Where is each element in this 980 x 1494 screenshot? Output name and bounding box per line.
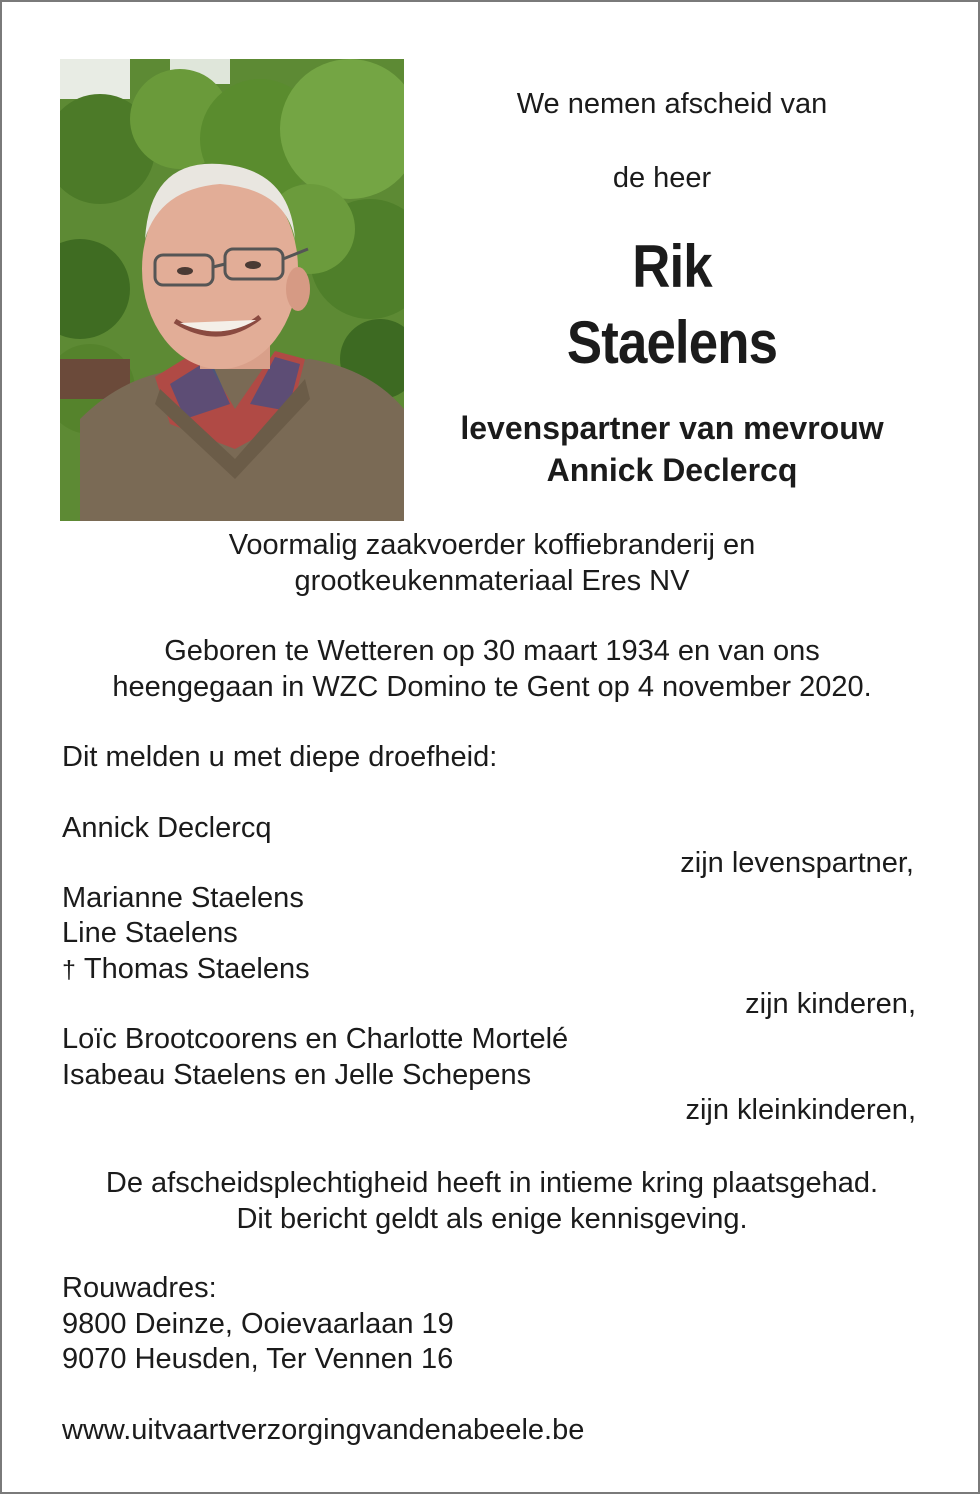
- birth-line-1: Geboren te Wetteren op 30 maart 1934 en van ons: [164, 635, 820, 667]
- last-name: Staelens: [566, 309, 778, 376]
- relation-grandchildren: zijn kleinkinderen,: [685, 1094, 916, 1126]
- family-name: Isabeau Staelens en Jelle Schepens: [62, 1059, 532, 1091]
- family-name: Thomas Staelens: [83, 953, 310, 985]
- family-name: Line Staelens: [62, 917, 238, 949]
- partner-line-2: Annick Declercq: [546, 452, 798, 488]
- family-name: Marianne Staelens: [62, 882, 304, 914]
- partner-line-1: levenspartner van mevrouw: [460, 410, 884, 446]
- family-name-deceased: [62, 953, 310, 986]
- career-line-1: Voormalig zaakvoerder koffiebranderij en: [228, 529, 756, 561]
- website-link[interactable]: www.uitvaartverzorgingvandenabeele.be: [62, 1414, 585, 1446]
- relation-children: zijn kinderen,: [745, 988, 916, 1020]
- family-name: Annick Declercq: [62, 812, 272, 844]
- intro-text: We nemen afscheid van: [516, 88, 828, 120]
- portrait-photo: [60, 59, 404, 521]
- relation-partner: zijn levenspartner,: [680, 847, 914, 879]
- announcement: Dit melden u met diepe droefheid:: [62, 741, 498, 773]
- birth-line-2: heengegaan in WZC Domino te Gent op 4 november 2020.: [112, 671, 872, 703]
- address-line-1: 9800 Deinze, Ooievaarlaan 19: [62, 1308, 454, 1340]
- closing-line-1: De afscheidsplechtigheid heeft in intieme kring plaatsgehad.: [105, 1167, 879, 1199]
- first-name: Rik: [632, 233, 712, 300]
- cross-icon: †: [62, 956, 76, 984]
- address-label: Rouwadres:: [62, 1272, 217, 1304]
- address-line-2: 9070 Heusden, Ter Vennen 16: [62, 1343, 454, 1375]
- honorific: de heer: [612, 162, 712, 194]
- family-name: Loïc Brootcoorens en Charlotte Mortelé: [62, 1023, 569, 1055]
- career-line-2: grootkeukenmateriaal Eres NV: [294, 565, 690, 597]
- closing-line-2: Dit bericht geldt als enige kennisgeving.: [236, 1203, 748, 1235]
